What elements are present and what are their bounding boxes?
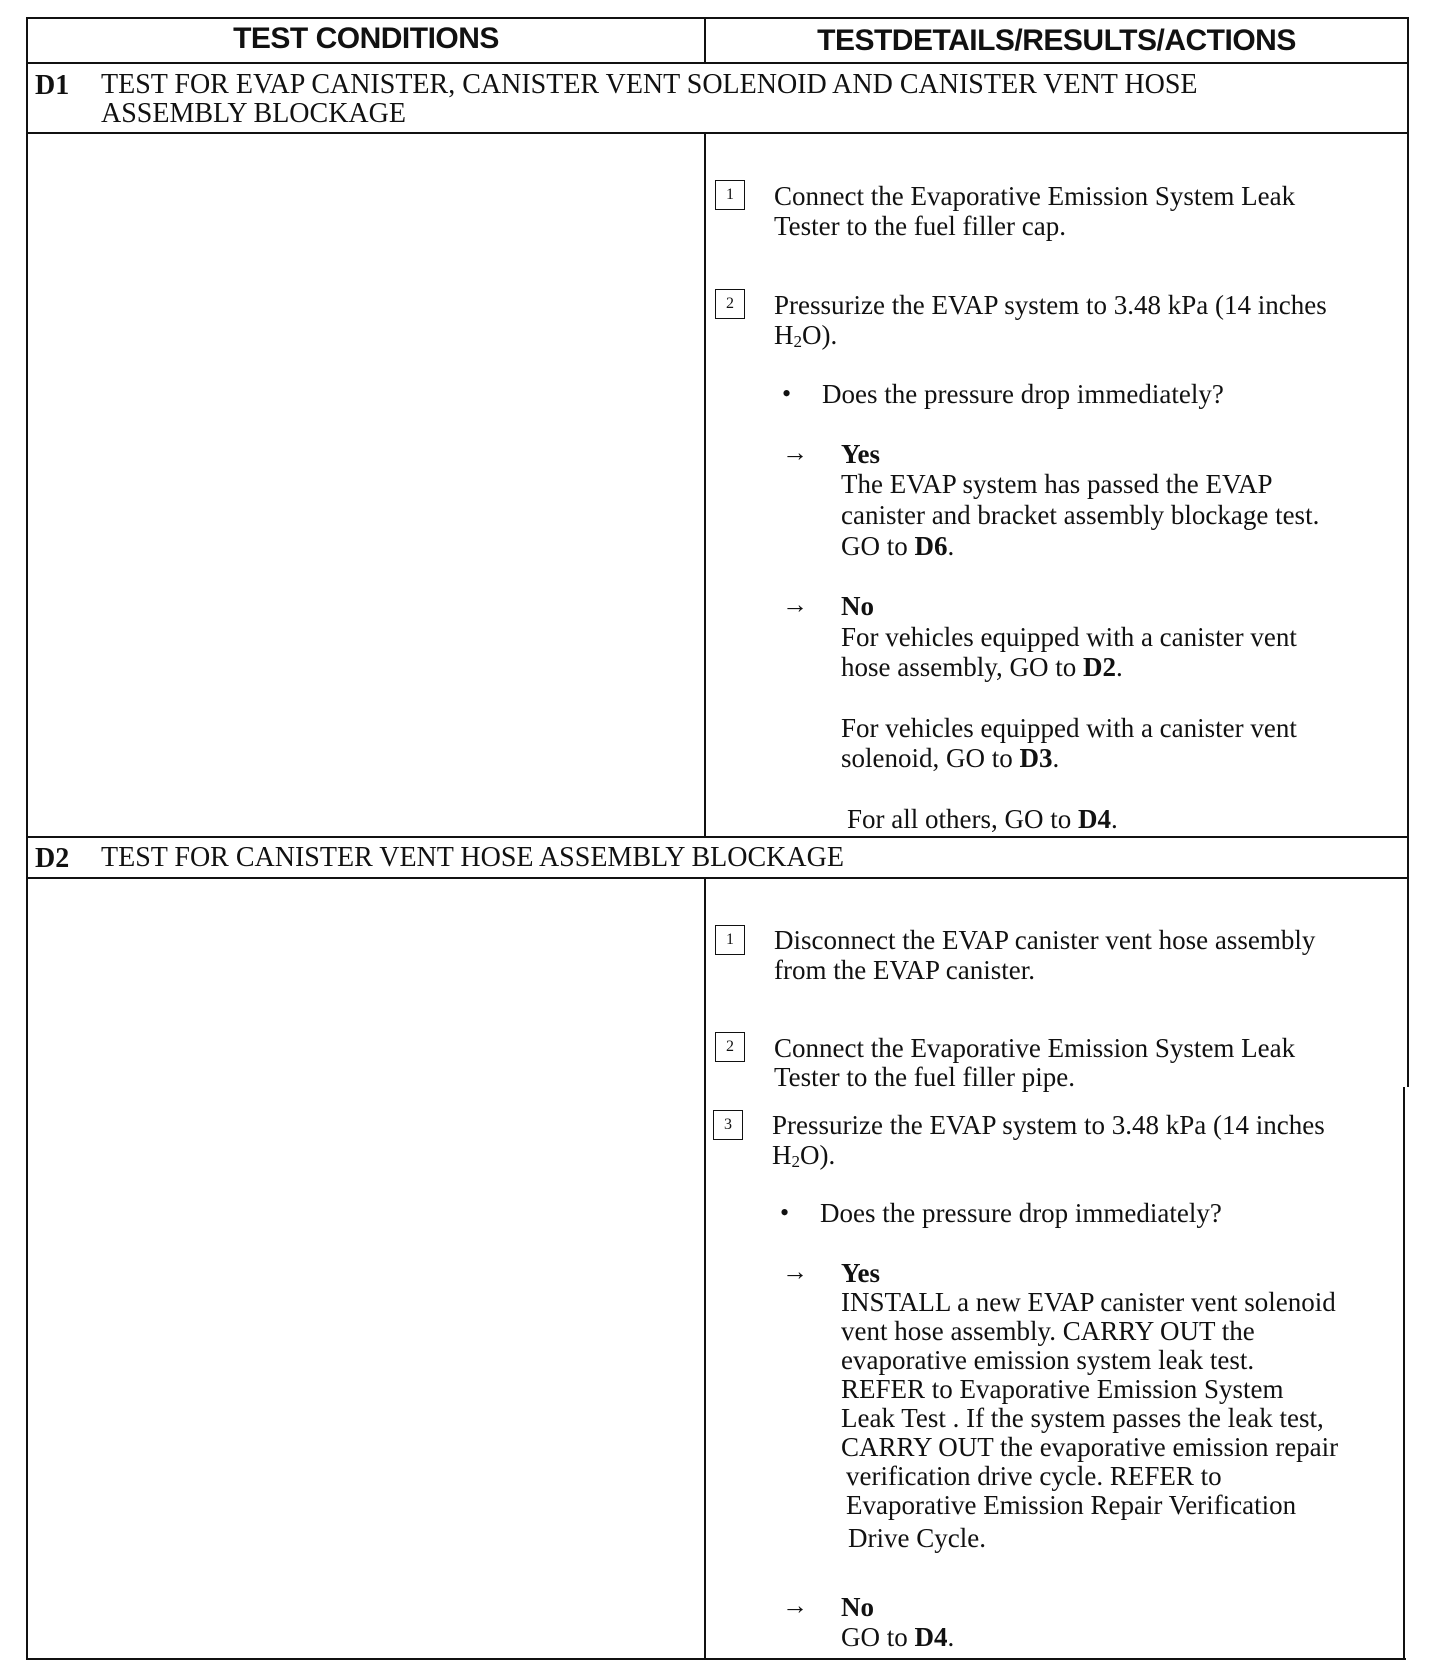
header-test-conditions: TEST CONDITIONS: [233, 22, 499, 55]
d1-title-line2: ASSEMBLY BLOCKAGE: [101, 98, 406, 129]
d2-no-ref: D4: [914, 1622, 948, 1652]
d1-title-divider: [26, 132, 1409, 134]
d2-step3-line1: Pressurize the EVAP system to 3.48 kPa (14 inches: [772, 1110, 1325, 1140]
d2-question-bullet: •: [780, 1198, 790, 1227]
header-divider: [26, 62, 1409, 64]
header-test-details: TESTDETAILS/RESULTS/ACTIONS: [817, 24, 1296, 57]
d1-id: D1: [35, 70, 70, 101]
d1-no-arrow: →: [782, 590, 808, 619]
d1-yes-arrow: →: [782, 438, 808, 467]
d2-step3-box: 3: [713, 1110, 743, 1140]
d1-step1-line1: Connect the Evaporative Emission System Leak: [774, 181, 1296, 211]
d2-yes-arrow: →: [782, 1257, 808, 1286]
d1-no-b-line2: solenoid, GO to D3.: [841, 743, 1060, 773]
table-border-bottom: [26, 1658, 1406, 1660]
table-border-right-lower: [1403, 1087, 1405, 1660]
d1-yes-ref: D6: [914, 531, 948, 561]
d1-step2-box: 2: [715, 289, 745, 319]
d1-title-line1: TEST FOR EVAP CANISTER, CANISTER VENT SOLENOID AND CANISTER VENT HOSE: [101, 69, 1198, 100]
table-border-left: [26, 17, 28, 1660]
d1-step2-line1: Pressurize the EVAP system to 3.48 kPa (14 inches: [774, 290, 1327, 320]
d2-question: Does the pressure drop immediately?: [820, 1198, 1222, 1228]
d1-question-bullet: •: [782, 379, 792, 408]
d1-no-b-line1: For vehicles equipped with a canister vent: [841, 713, 1297, 743]
d1-yes-line1: The EVAP system has passed the EVAP: [841, 469, 1273, 499]
d1-no-a-ref: D2: [1082, 652, 1116, 682]
d2-title: TEST FOR CANISTER VENT HOSE ASSEMBLY BLOCKAGE: [101, 842, 844, 873]
table-border-right: [1407, 17, 1409, 1087]
d2-yes-line: CARRY OUT the evaporative emission repair: [841, 1432, 1339, 1462]
d2-step1-line2: from the EVAP canister.: [774, 955, 1035, 985]
d2-id: D2: [35, 843, 70, 874]
column-divider-d2: [704, 877, 706, 1660]
d2-no-goto: GO to D4.: [841, 1622, 955, 1652]
table-border-top: [26, 17, 1409, 19]
d1-question: Does the pressure drop immediately?: [822, 379, 1224, 409]
d2-step2-box: 2: [715, 1032, 745, 1062]
d2-yes-line: INSTALL a new EVAP canister vent solenoid: [841, 1287, 1336, 1317]
column-divider-d1: [704, 132, 706, 837]
d2-yes-line: Evaporative Emission Repair Verification: [846, 1490, 1297, 1520]
d1-no-label: No: [841, 591, 874, 621]
d1-no-a-line1: For vehicles equipped with a canister vent: [841, 622, 1297, 652]
d2-no-arrow: →: [782, 1591, 808, 1620]
d1-yes-line2: canister and bracket assembly blockage test.: [841, 500, 1320, 530]
d1-no-a-line2: hose assembly, GO to D2.: [841, 652, 1123, 682]
d2-yes-line: verification drive cycle. REFER to: [846, 1461, 1222, 1491]
d1-no-c-line: For all others, GO to D4.: [847, 804, 1118, 834]
d2-yes-line: evaporative emission system leak test.: [841, 1345, 1255, 1375]
d2-yes-line: Drive Cycle.: [848, 1523, 986, 1553]
d2-step3-line2: $H_2O$).: [772, 1140, 836, 1171]
d2-step2-line1: Connect the Evaporative Emission System Leak: [774, 1033, 1296, 1063]
d1-step1-line2: Tester to the fuel filler cap.: [774, 211, 1066, 241]
d2-no-label: No: [841, 1592, 874, 1622]
d1-step1-box: 1: [715, 180, 745, 210]
d2-step1-box: 1: [715, 925, 745, 955]
d2-title-divider: [26, 877, 1409, 879]
d1-step2-line2: $H_2O$).: [774, 320, 838, 351]
d1-yes-goto: GO to D6.: [841, 531, 955, 561]
d1-no-b-ref: D3: [1019, 743, 1053, 773]
d2-yes-line: REFER to Evaporative Emission System: [841, 1374, 1284, 1404]
d2-yes-label: Yes: [841, 1258, 880, 1288]
d2-top-divider: [26, 836, 1409, 838]
d2-yes-line: Leak Test . If the system passes the leak test,: [841, 1403, 1324, 1433]
d2-step1-line1: Disconnect the EVAP canister vent hose assembly: [774, 925, 1316, 955]
d1-no-c-ref: D4: [1077, 804, 1111, 834]
d2-yes-line: vent hose assembly. CARRY OUT the: [841, 1316, 1255, 1346]
d2-step2-line2: Tester to the fuel filler pipe.: [774, 1062, 1075, 1092]
d1-yes-label: Yes: [841, 439, 880, 469]
